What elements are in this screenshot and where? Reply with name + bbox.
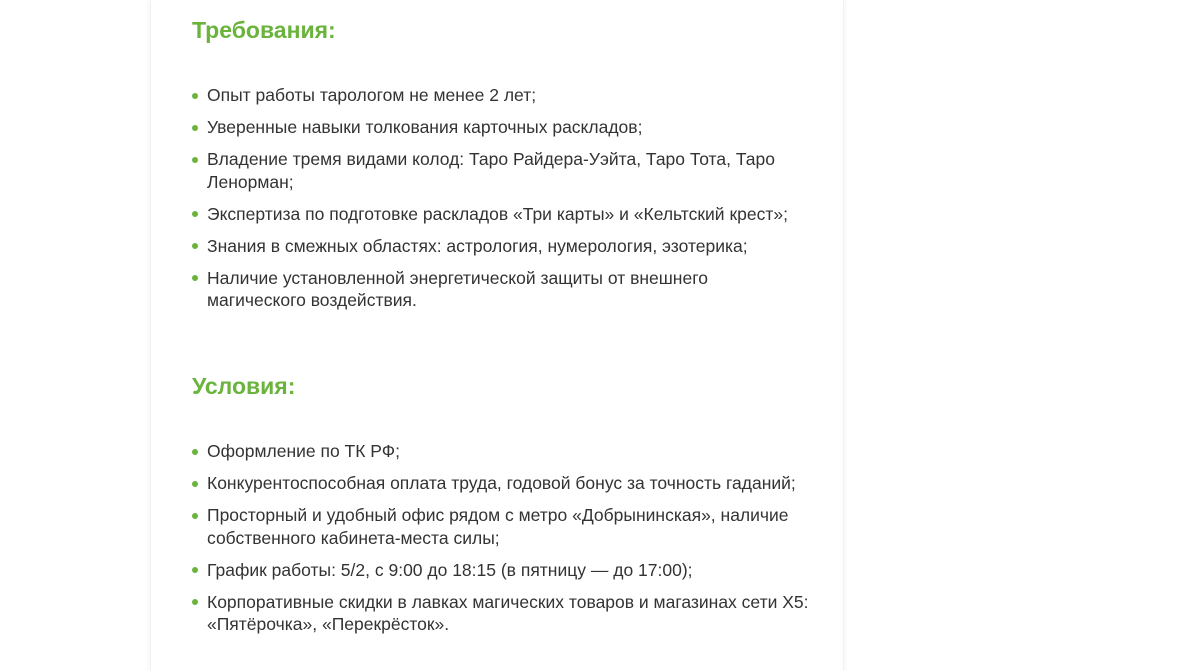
list-item-text: Экспертиза по подготовке раскладов «Три карты» и «Кельтский крест»; xyxy=(207,203,788,224)
bullet-icon xyxy=(192,567,198,573)
bullet-icon xyxy=(192,157,198,163)
conditions-heading: Условия: xyxy=(192,373,296,399)
list-item-text: Оформление по ТК РФ; xyxy=(207,441,400,461)
list-item xyxy=(191,591,811,636)
list-item-text: Опыт работы тарологом не менее 2 лет; xyxy=(207,85,537,105)
list-item-text: Просторный и удобный офис рядом с метро «Добрынинская», наличие собственного кабинета-места силы; xyxy=(207,505,789,548)
list-item xyxy=(191,235,811,258)
conditions-list xyxy=(191,440,811,645)
bullet-icon xyxy=(192,481,198,487)
list-item xyxy=(191,472,811,495)
list-item-text: График работы: 5/2, с 9:00 до 18:15 (в пятницу — до 17:00); xyxy=(207,559,693,580)
bullet-icon xyxy=(192,599,198,605)
bullet-icon xyxy=(192,243,198,249)
list-item xyxy=(191,267,811,312)
bullet-icon xyxy=(192,93,198,99)
vacancy-content-card xyxy=(150,0,844,671)
list-item xyxy=(191,203,811,226)
list-item xyxy=(191,148,811,193)
bullet-icon xyxy=(192,275,198,281)
requirements-heading: Требования: xyxy=(192,17,336,43)
list-item-text: Наличие установленной энергетической защиты от внешнего магического воздействия. xyxy=(207,267,708,310)
list-item xyxy=(191,440,811,463)
bullet-icon xyxy=(192,125,198,131)
list-item xyxy=(191,504,811,549)
bullet-icon xyxy=(192,449,198,455)
list-item-text: Владение тремя видами колод: Таро Райдера-Уэйта, Таро Тота, Таро Ленорман; xyxy=(207,149,775,192)
requirements-list xyxy=(191,84,811,321)
list-item xyxy=(191,84,811,107)
list-item-text: Знания в смежных областях: астрология, нумерология, эзотерика; xyxy=(207,235,748,256)
list-item xyxy=(191,559,811,582)
list-item-text: Корпоративные скидки в лавках магических товаров и магазинах сети X5: «Пятёрочка», «Перекрёсток». xyxy=(207,591,809,634)
bullet-icon xyxy=(192,513,198,519)
list-item-text: Уверенные навыки толкования карточных раскладов; xyxy=(207,117,643,137)
list-item xyxy=(191,116,811,139)
list-item-text: Конкурентоспособная оплата труда, годовой бонус за точность гаданий; xyxy=(207,473,796,493)
bullet-icon xyxy=(192,211,198,217)
